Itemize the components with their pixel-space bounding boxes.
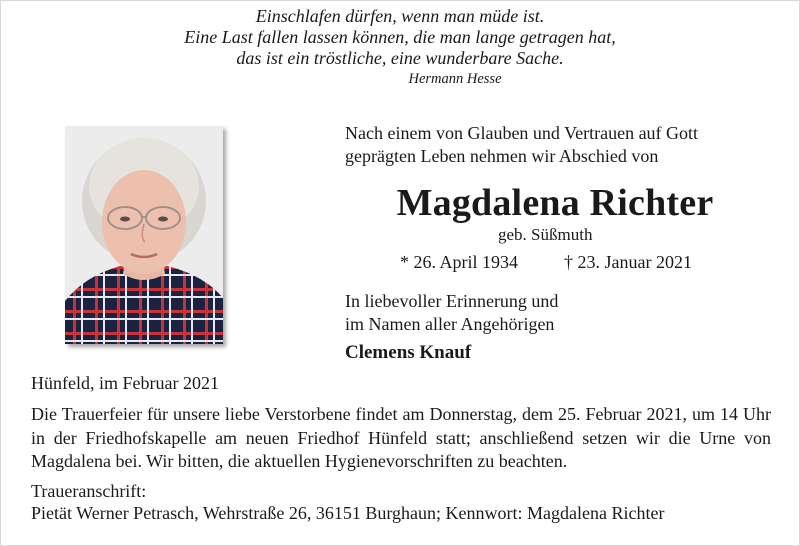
epigraph-line: Eine Last fallen lassen können, die man lange getragen hat, (184, 27, 616, 47)
epigraph-author: Hermann Hesse (408, 71, 502, 87)
epigraph-line: das ist ein tröstliche, eine wunderbare Sache. (236, 48, 564, 68)
memory-line: In liebevoller Erinnerung und (345, 291, 559, 311)
ceremony-text: Die Trauerfeier für unsere liebe Verstorbene findet am Donnerstag, dem 25. Februar 2021, um 14 Uhr in der Friedhofskapelle am neuen Friedhof Hünfeld statt; anschließend setzen wir die Urne von Magdalena bei. Wir bitten, die aktuellen Hygienevorschriften zu beachten. (31, 404, 771, 471)
epigraph-line: Einschlafen dürfen, wenn man müde ist. (255, 6, 545, 26)
epigraph (0, 6, 800, 89)
maiden-name: geb. Süßmuth (498, 225, 593, 244)
intro-line: Nach einem von Glauben und Vertrauen auf Gott (345, 123, 699, 143)
memory-text (345, 290, 765, 336)
deceased-name: Magdalena Richter (396, 182, 714, 224)
signer-name: Clemens Knauf (345, 342, 472, 363)
place-date: Hünfeld, im Februar 2021 (31, 373, 219, 393)
intro-line: geprägten Leben nehmen wir Abschied von (345, 146, 659, 166)
address-label: Traueranschrift: (31, 481, 147, 501)
portrait-illustration (65, 126, 223, 344)
address-text: Pietät Werner Petrasch, Wehrstraße 26, 36151 Burghaun; Kennwort: Magdalena Richter (31, 503, 665, 523)
birth-date: * 26. April 1934 (400, 252, 519, 272)
intro-text (345, 122, 765, 168)
death-date: † 23. Januar 2021 (564, 252, 692, 272)
memory-line: im Namen aller Angehörigen (345, 314, 555, 334)
portrait-photo (65, 126, 223, 344)
